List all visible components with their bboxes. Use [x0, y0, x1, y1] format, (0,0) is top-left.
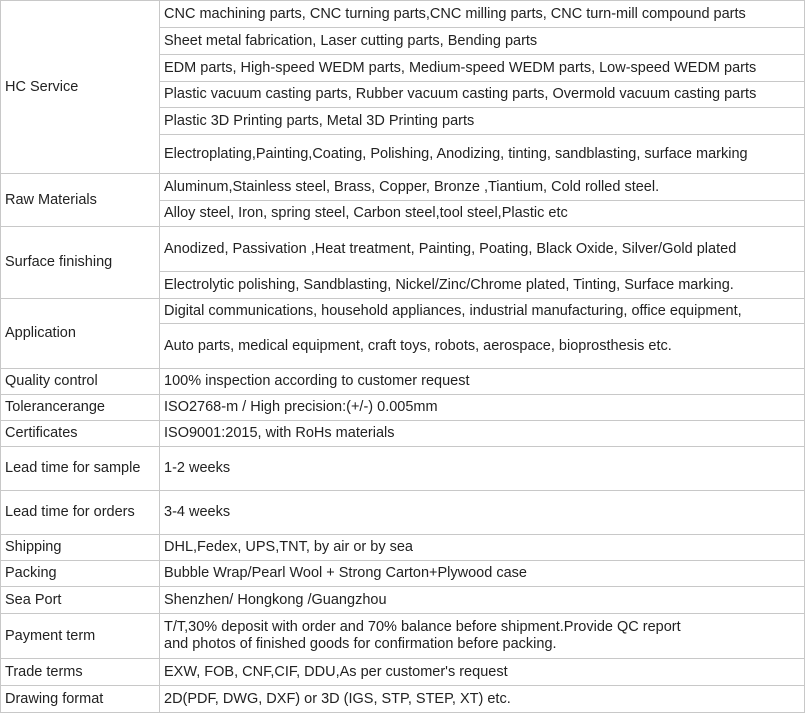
cell-value: 2D(PDF, DWG, DXF) or 3D (IGS, STP, STEP, XT) etc.	[160, 686, 805, 713]
table-row	[1, 491, 805, 535]
cell-value: Aluminum,Stainless steel, Brass, Copper, Bronze ,Tiantium, Cold rolled steel.	[160, 174, 805, 201]
row-label-shipping: Shipping	[1, 535, 160, 561]
table-row	[1, 299, 805, 324]
table-row	[1, 174, 805, 201]
cell-value: Plastic vacuum casting parts, Rubber vacuum casting parts, Overmold vacuum casting parts	[160, 82, 805, 108]
cell-value: Shenzhen/ Hongkong /Guangzhou	[160, 587, 805, 614]
cell-value: Electroplating,Painting,Coating, Polishing, Anodizing, tinting, sandblasting, surface marking	[160, 135, 805, 174]
cell-value: 100% inspection according to customer request	[160, 369, 805, 395]
cell-value: Bubble Wrap/Pearl Wool + Strong Carton+Plywood case	[160, 561, 805, 587]
table-row	[1, 535, 805, 561]
row-label-lead-time-sample: Lead time for sample	[1, 447, 160, 491]
table-row	[1, 395, 805, 421]
cell-value: Alloy steel, Iron, spring steel, Carbon steel,tool steel,Plastic etc	[160, 201, 805, 227]
table-row	[1, 369, 805, 395]
row-label-certificates: Certificates	[1, 421, 160, 447]
table-row	[1, 447, 805, 491]
row-label-surface-finishing: Surface finishing	[1, 227, 160, 299]
table-row	[1, 1, 805, 28]
cell-value: Electrolytic polishing, Sandblasting, Nickel/Zinc/Chrome plated, Tinting, Surface marking.	[160, 272, 805, 299]
cell-value: ISO2768-m / High precision:(+/-) 0.005mm	[160, 395, 805, 421]
payment-line: and photos of finished goods for confirmation before packing.	[164, 636, 557, 652]
table-row	[1, 561, 805, 587]
cell-value: Auto parts, medical equipment, craft toys, robots, aerospace, bioprosthesis etc.	[160, 324, 805, 369]
table-row	[1, 587, 805, 614]
row-label-quality-control: Quality control	[1, 369, 160, 395]
table-row	[1, 659, 805, 686]
cell-value	[160, 614, 805, 659]
cell-value: Sheet metal fabrication, Laser cutting parts, Bending parts	[160, 28, 805, 55]
row-label-payment-term: Payment term	[1, 614, 160, 659]
row-label-raw-materials: Raw Materials	[1, 174, 160, 227]
cell-value: EXW, FOB, CNF,CIF, DDU,As per customer's request	[160, 659, 805, 686]
cell-value: CNC machining parts, CNC turning parts,CNC milling parts, CNC turn-mill compound parts	[160, 1, 805, 28]
row-label-lead-time-orders: Lead time for orders	[1, 491, 160, 535]
cell-value: ISO9001:2015, with RoHs materials	[160, 421, 805, 447]
payment-line: T/T,30% deposit with order and 70% balance before shipment.Provide QC report	[164, 619, 681, 635]
table-row	[1, 614, 805, 659]
table-row	[1, 686, 805, 713]
cell-value: Digital communications, household appliances, industrial manufacturing, office equipment,	[160, 299, 805, 324]
cell-value: DHL,Fedex, UPS,TNT, by air or by sea	[160, 535, 805, 561]
row-label-trade-terms: Trade terms	[1, 659, 160, 686]
row-label-packing: Packing	[1, 561, 160, 587]
table-row	[1, 421, 805, 447]
cell-value: Plastic 3D Printing parts, Metal 3D Printing parts	[160, 108, 805, 135]
cell-value: 1-2 weeks	[160, 447, 805, 491]
row-label-hc-service: HC Service	[1, 1, 160, 174]
row-label-sea-port: Sea Port	[1, 587, 160, 614]
row-label-application: Application	[1, 299, 160, 369]
table-row	[1, 227, 805, 272]
cell-value: EDM parts, High-speed WEDM parts, Medium-speed WEDM parts, Low-speed WEDM parts	[160, 55, 805, 82]
row-label-drawing-format: Drawing format	[1, 686, 160, 713]
cell-value: Anodized, Passivation ,Heat treatment, Painting, Poating, Black Oxide, Silver/Gold plated	[160, 227, 805, 272]
cell-value: 3-4 weeks	[160, 491, 805, 535]
row-label-tolerance-range: Tolerancerange	[1, 395, 160, 421]
